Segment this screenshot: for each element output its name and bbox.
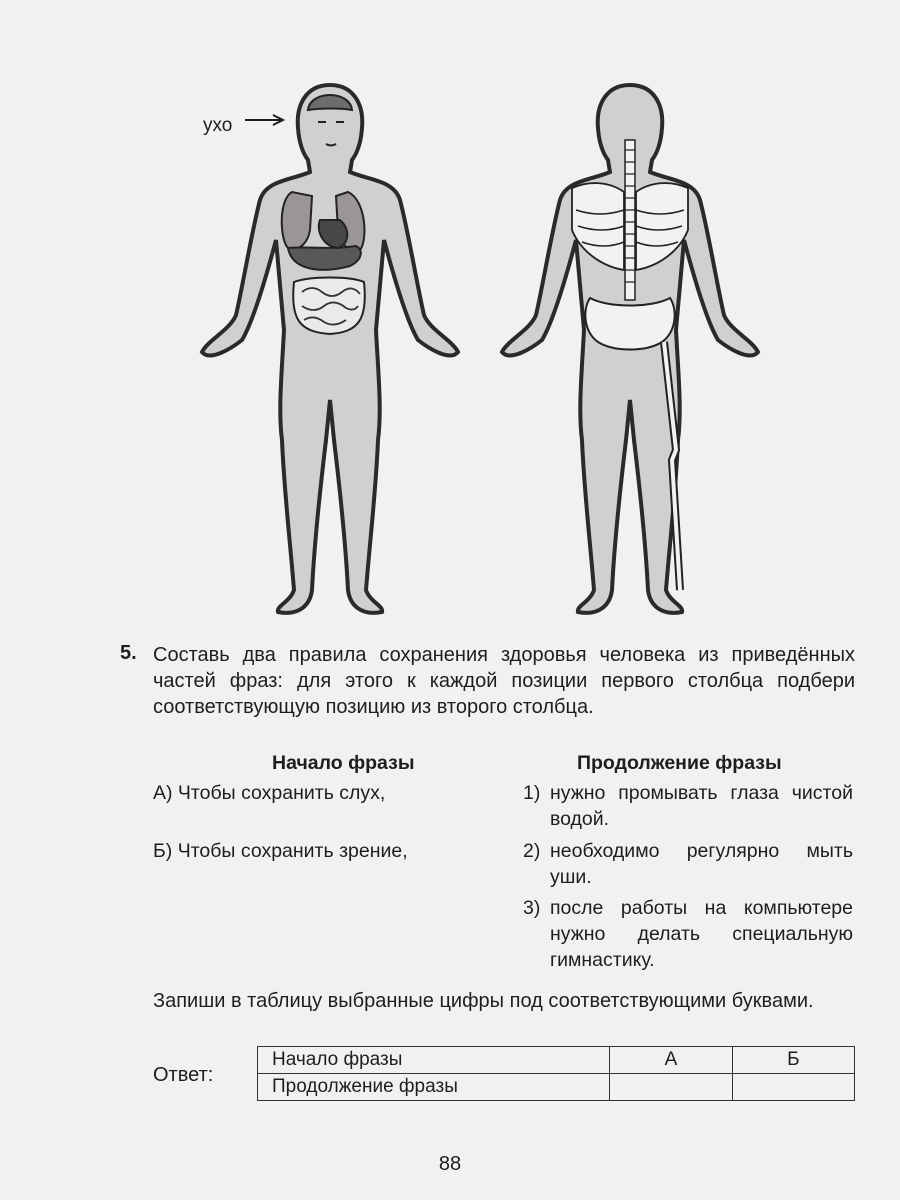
right-item-3	[523, 895, 853, 973]
answer-cell-a[interactable]	[610, 1074, 732, 1101]
anatomy-illustration	[180, 70, 780, 630]
task-text: Составь два правила сохранения здоровья человека из приведённых частей фраз: для этого к каждой позиции первого столбца подбери соответствующую позицию из второго столбца.	[153, 644, 855, 718]
row-label-start: Начало фразы	[258, 1047, 610, 1074]
row-label-continuation: Продолжение фразы	[258, 1074, 610, 1101]
right-item-text: необходимо регулярно мыть уши.	[550, 840, 853, 888]
column-letter-a: А	[610, 1047, 732, 1074]
arrow-right-icon	[243, 113, 287, 127]
right-item-2	[523, 838, 853, 890]
table-row	[258, 1074, 855, 1101]
instruction-text: Запиши в таблицу выбранные цифры под соответствующими буквами.	[153, 990, 814, 1012]
answer-cell-b[interactable]	[732, 1074, 854, 1101]
answer-label: Ответ:	[153, 1064, 214, 1086]
back-body	[502, 85, 758, 613]
left-item-a: А) Чтобы сохранить слух,	[153, 782, 386, 804]
right-item-number: 2)	[523, 840, 541, 862]
column-letter-b: Б	[732, 1047, 854, 1074]
right-item-number: 3)	[523, 897, 541, 919]
column-header-start: Начало фразы	[272, 752, 415, 774]
right-item-number: 1)	[523, 782, 541, 804]
right-item-text: нужно промывать глаза чистой водой.	[550, 782, 853, 830]
table-row	[258, 1047, 855, 1074]
task-number: 5.	[120, 642, 137, 664]
front-body	[202, 85, 458, 613]
ear-label: ухо	[203, 115, 233, 136]
column-header-continuation: Продолжение фразы	[577, 752, 782, 774]
left-item-b: Б) Чтобы сохранить зрение,	[153, 840, 408, 862]
right-item-text: после работы на компьютере нужно делать специальную гимнастику.	[550, 897, 853, 971]
right-item-1	[523, 780, 853, 832]
page-number: 88	[438, 1153, 462, 1175]
answer-table	[257, 1046, 855, 1101]
